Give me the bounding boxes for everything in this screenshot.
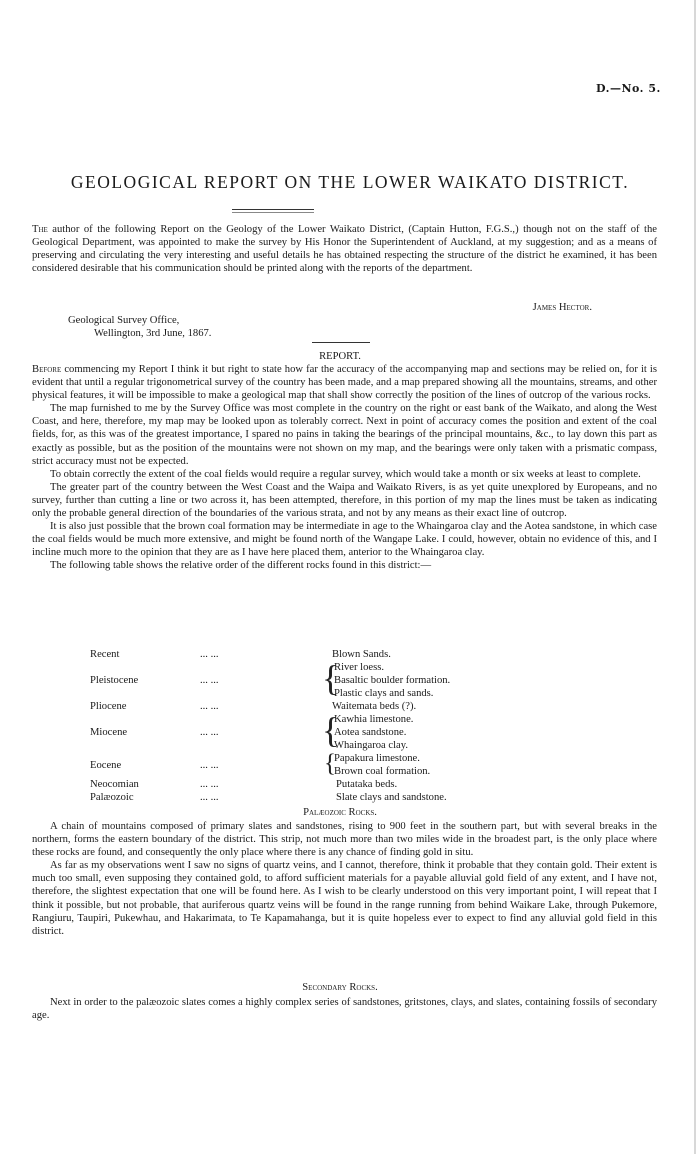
strata-rock: Basaltic boulder formation.	[334, 675, 451, 686]
report-p6: The following table shows the relative order of the different rocks found in this district:—	[50, 560, 432, 572]
strata-age: Palæozoic	[90, 792, 134, 803]
document-reference: D.—No. 5.	[596, 82, 661, 95]
report-heading: REPORT.	[319, 351, 361, 362]
signature: James Hector.	[532, 302, 592, 313]
brace-eocene: {	[324, 750, 336, 777]
strata-dots: ... ...	[200, 779, 219, 790]
palaeozoic-p2: As far as my observations went I saw no signs of quartz veins, and I cannot, therefore, think it probable that they contain gold. Their extent is much too small, even supposing they contained gold, to afford sufficient materials for a payable alluvial gold field of any extent, and I have not, therefore, the slightest expectation that one will be found here. As I wish to be clearly understood on this very important point, I will repeat that I think it possible, but not probable, that auriferous quartz veins will be found in the range running from behind Waikare Lake, through Pukemore, Rangiuru, Taupiri, Pukewhau, and Hakarimata, to Te Kapamahanga, but it is quite hopeless ever to expect to find any alluvial gold field in this district.	[32, 860, 657, 937]
report-p5: It is also just possible that the brown coal formation may be intermediate in age to the Whaingaroa clay and the Aotea sandstone, in which case the coal fields would be much more extensive, and might be found north of the Wangape Lake. I could, however, obtain no evidence of this, and I incline much more to the opinion that they are as I have here placed them, anterior to the Whaingaroa clay.	[32, 521, 657, 559]
strata-rock: River loess.	[334, 662, 385, 673]
strata-rock: Slate clays and sandstone.	[336, 792, 447, 803]
section-rule	[312, 342, 370, 343]
secondary-body	[32, 996, 657, 1022]
palaeozoic-heading: Palæozoic Rocks.	[303, 807, 377, 818]
intro-lead: The	[32, 224, 48, 235]
strata-dots: ... ...	[200, 649, 219, 660]
title-rule-thin	[232, 212, 314, 213]
page-edge	[694, 0, 696, 1154]
report-body	[32, 363, 657, 573]
office-line-2: Wellington, 3rd June, 1867.	[94, 328, 212, 339]
report-title: GEOLOGICAL REPORT ON THE LOWER WAIKATO DISTRICT.	[70, 172, 630, 192]
strata-age: Eocene	[90, 760, 122, 771]
strata-dots: ... ...	[200, 675, 219, 686]
strata-age: Miocene	[90, 727, 128, 738]
strata-rock: Plastic clays and sands.	[334, 688, 434, 699]
palaeozoic-body	[32, 820, 657, 938]
report-p1: commencing my Report I think it but right to state how far the accuracy of the accompanying map and sections may be relied on, for it is evident that until a regular trigonometrical survey of the country has been made, and a map prepared showing all the mountains, streams, and other physical features, it will be impossible to make a geological map that shall show correctly the position of the lines of outcrop of the various rocks.	[32, 364, 657, 402]
intro-body: author of the following Report on the Geology of the Lower Waikato District, (Captain Hutton, F.G.S.,) though not on the staff of the Geological Department, was appointed to make the survey by His Honor the Superintendent of Auckland, at my suggestion; and as a means of preserving and circulating the very interesting and useful details he has obtained respecting the structure of the district he examined, it has been considered desirable that his communication should be printed along with the reports of the department.	[32, 224, 657, 275]
brace-miocene: {	[322, 710, 340, 750]
strata-age: Pliocene	[90, 701, 127, 712]
brace-pleistocene: {	[322, 658, 340, 698]
title-rule	[232, 209, 314, 210]
report-p4: The greater part of the country between the West Coast and the Waipa and Waikato Rivers, is as yet quite unexplored by Europeans, and no survey, further than cutting a line or two across it, has been attempted, therefore, in this portion of my map the lines must be taken as indicating only the probable general direction of the boundaries of the various strata, and not by any means as their exact line of outcrop.	[32, 481, 657, 520]
strata-dots: ... ...	[200, 760, 219, 771]
report-lead: Before	[32, 364, 62, 375]
strata-rock: Brown coal formation.	[334, 766, 431, 777]
strata-rock: Aotea sandstone.	[334, 727, 407, 738]
strata-dots: ... ...	[200, 727, 219, 738]
secondary-p1: Next in order to the palæozoic slates comes a highly complex series of sandstones, gritstones, clays, and slates, containing fossils of secondary age.	[32, 997, 657, 1022]
strata-rock: Papakura limestone.	[334, 753, 420, 764]
strata-age: Recent	[90, 649, 120, 660]
strata-rock: Waitemata beds (?).	[332, 701, 417, 712]
report-p3: To obtain correctly the extent of the coal fields would require a regular survey, which would take a month or six weeks at least to complete.	[50, 468, 641, 480]
office-line-1: Geological Survey Office,	[68, 315, 180, 326]
strata-rock: Kawhia limestone.	[334, 714, 414, 725]
strata-dots: ... ...	[200, 701, 219, 712]
palaeozoic-p1: A chain of mountains composed of primary slates and sandstones, rising to 900 feet in the southern part, but with several breaks in the northern, forms the eastern boundary of the district. This strip, not much more than two miles wide in the broadest part, is the only place where these rocks are found, and consequently the only place where there is any chance of finding gold in situ.	[32, 821, 657, 859]
strata-dots: ... ...	[200, 792, 219, 803]
strata-rock: Putataka beds.	[336, 779, 398, 790]
strata-age: Neocomian	[90, 779, 139, 790]
secondary-heading: Secondary Rocks.	[302, 982, 378, 993]
strata-rock: Whaingaroa clay.	[334, 740, 409, 751]
intro-paragraph	[32, 223, 657, 275]
report-p2: The map furnished to me by the Survey Office was most complete in the country on the right or east bank of the Waikato, and along the West Coast, and here, therefore, my map may be looked upon as tolerably correct. Next in point of accuracy comes the position and extent of the coal fields, for, as this was of the greatest importance, I spared no pains in taking the bearings of the principal mountains, &c., to lay down this part as exactly as possible, but as the position of the mountains were not shown on my map, and the bearings were only taken with a prismatic compass, strict accuracy must not be expected.	[32, 403, 657, 467]
strata-age: Pleistocene	[90, 675, 139, 686]
strata-rock: Blown Sands.	[332, 649, 391, 660]
